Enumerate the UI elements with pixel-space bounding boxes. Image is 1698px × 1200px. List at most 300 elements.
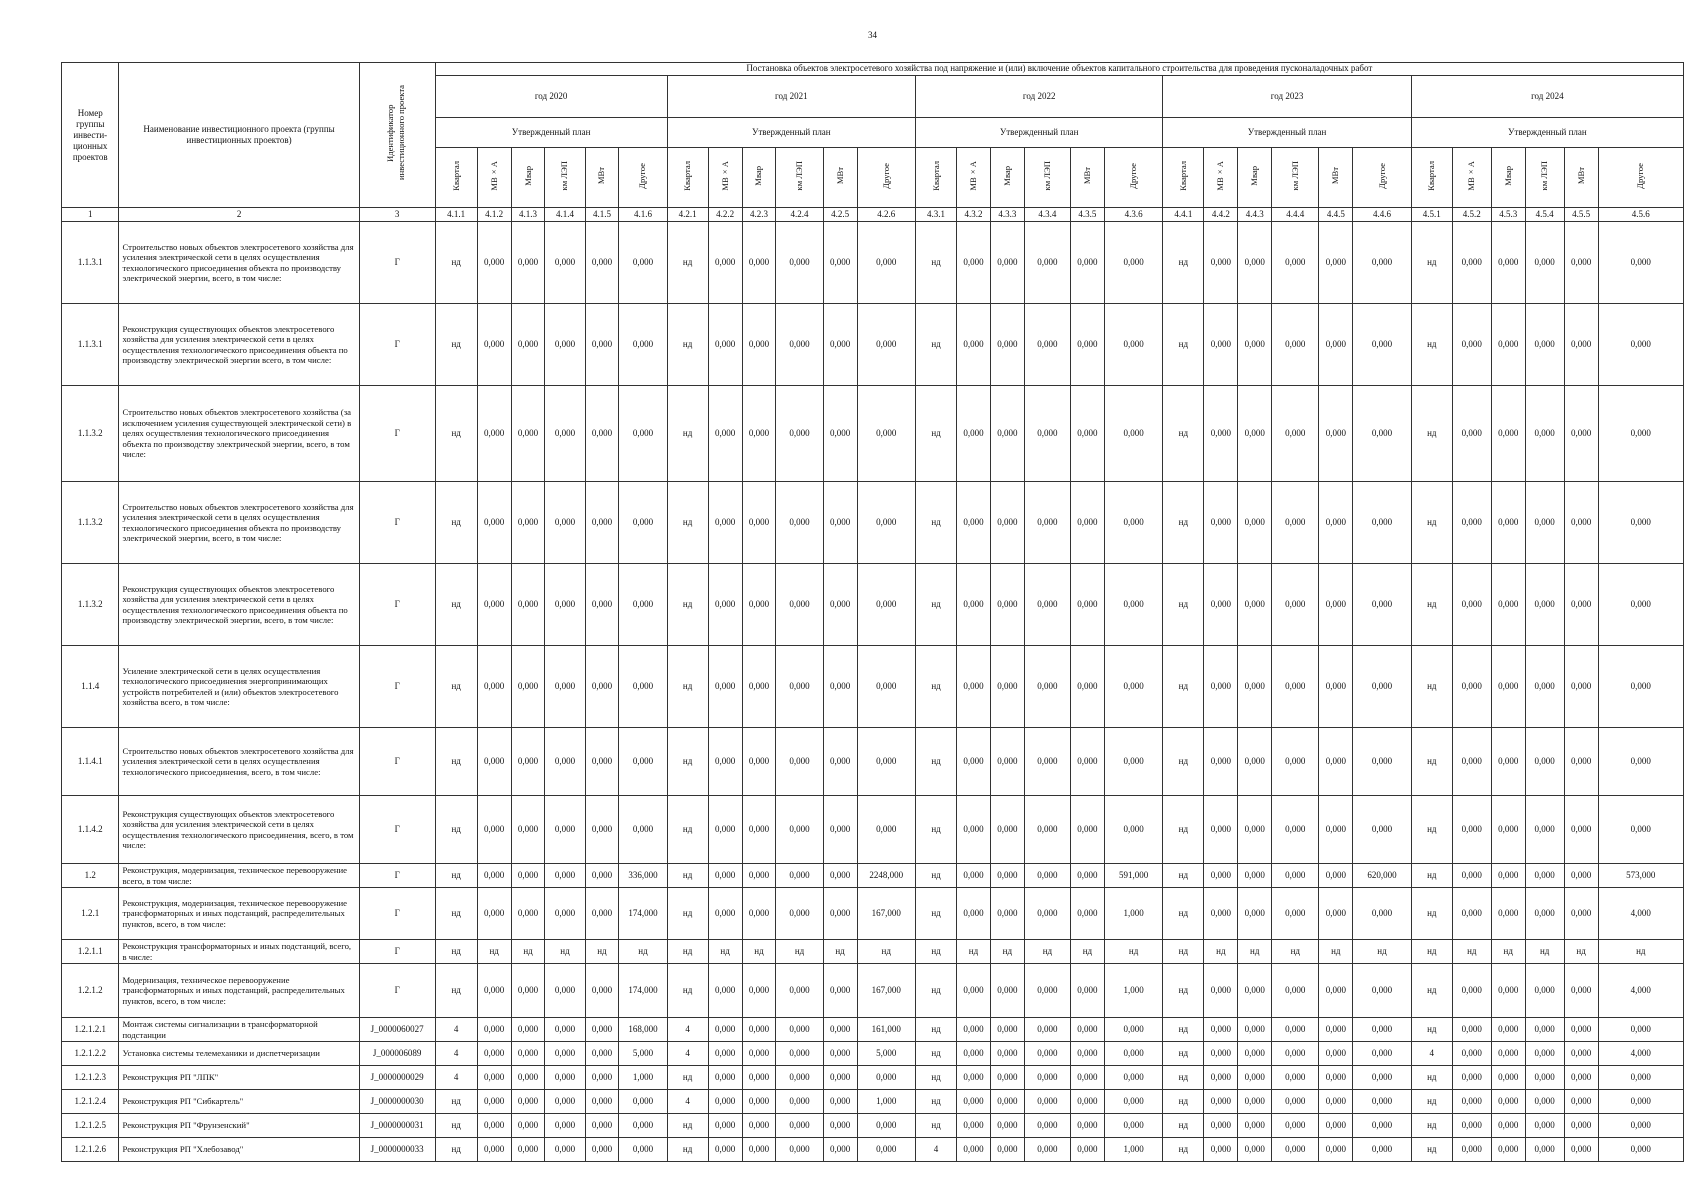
row-value: 0,000 <box>1204 1042 1238 1066</box>
row-value: нд <box>1353 940 1412 964</box>
row-value: 0,000 <box>857 796 916 864</box>
row-value: нд <box>1411 940 1452 964</box>
header-unit <box>1598 148 1683 208</box>
row-value: 0,000 <box>619 796 667 864</box>
row-value: нд <box>1104 940 1163 964</box>
row-project-name: Реконструкция РП "Фрунзенский" <box>119 1114 359 1138</box>
row-value: нд <box>1272 940 1319 964</box>
row-value: нд <box>916 864 957 888</box>
row-value: нд <box>916 482 957 564</box>
row-value: 0,000 <box>1024 1042 1070 1066</box>
row-value: 0,000 <box>1024 304 1070 386</box>
row-value: 0,000 <box>1564 1018 1598 1042</box>
row-value: 0,000 <box>585 1138 619 1162</box>
row-value: 0,000 <box>1104 564 1163 646</box>
row-value: 0,000 <box>990 1066 1024 1090</box>
row-value: 0,000 <box>1272 646 1319 728</box>
header-year-0: год 2020 <box>435 76 667 118</box>
row-value: 0,000 <box>1024 222 1070 304</box>
table-row <box>62 864 1684 888</box>
row-value: 0,000 <box>1204 796 1238 864</box>
header-unit <box>1564 148 1598 208</box>
table-row <box>62 1066 1684 1090</box>
row-value: 0,000 <box>857 222 916 304</box>
row-value: 0,000 <box>1070 888 1104 940</box>
row-value: 0,000 <box>1238 386 1272 482</box>
row-value: 0,000 <box>511 964 545 1018</box>
row-value: 0,000 <box>823 864 857 888</box>
row-value: 0,000 <box>1452 1114 1491 1138</box>
row-value: 0,000 <box>1272 482 1319 564</box>
row-value: 0,000 <box>1598 222 1683 304</box>
row-value: нд <box>667 864 708 888</box>
row-identifier: Г <box>359 964 435 1018</box>
header-unit-label: МВт <box>1330 167 1341 185</box>
table-row <box>62 304 1684 386</box>
table-row <box>62 796 1684 864</box>
row-value: 0,000 <box>477 1042 511 1066</box>
header-year-4: год 2024 <box>1411 76 1683 118</box>
row-value: 0,000 <box>742 222 776 304</box>
header-unit <box>742 148 776 208</box>
row-value: 0,000 <box>1353 728 1412 796</box>
row-value: 0,000 <box>477 964 511 1018</box>
column-code: 4.2.1 <box>667 208 708 222</box>
table-row <box>62 1138 1684 1162</box>
row-value: 0,000 <box>619 564 667 646</box>
row-value: нд <box>435 864 477 888</box>
row-value: 0,000 <box>742 888 776 940</box>
row-value: 0,000 <box>1272 864 1319 888</box>
row-value: 0,000 <box>1319 304 1353 386</box>
row-value: 0,000 <box>545 646 585 728</box>
row-value: 0,000 <box>1564 864 1598 888</box>
row-value: 0,000 <box>1564 1114 1598 1138</box>
row-value: 0,000 <box>1525 1018 1564 1042</box>
row-project-name: Реконструкция РП "Хлебозавод" <box>119 1138 359 1162</box>
row-value: 0,000 <box>477 1114 511 1138</box>
row-value: 0,000 <box>477 728 511 796</box>
row-value: 0,000 <box>1070 564 1104 646</box>
row-value: 0,000 <box>990 888 1024 940</box>
row-value: 0,000 <box>585 1066 619 1090</box>
row-value: 0,000 <box>545 222 585 304</box>
table-row <box>62 1114 1684 1138</box>
row-value: 0,000 <box>511 386 545 482</box>
row-value: 0,000 <box>857 728 916 796</box>
row-value: нд <box>1411 728 1452 796</box>
row-value: 0,000 <box>1238 1114 1272 1138</box>
row-value: 0,000 <box>1204 1138 1238 1162</box>
row-value: 0,000 <box>1564 964 1598 1018</box>
row-value: 0,000 <box>1238 888 1272 940</box>
row-value: 0,000 <box>545 888 585 940</box>
header-year-1: год 2021 <box>667 76 915 118</box>
row-value: 0,000 <box>742 1138 776 1162</box>
row-value: нд <box>667 888 708 940</box>
row-value: 0,000 <box>1353 796 1412 864</box>
row-value: 0,000 <box>1564 222 1598 304</box>
row-value: 0,000 <box>619 1138 667 1162</box>
row-value: 0,000 <box>1353 1090 1412 1114</box>
row-value: 0,000 <box>1319 728 1353 796</box>
column-code: 4.3.1 <box>916 208 957 222</box>
row-value: 0,000 <box>857 646 916 728</box>
row-value: 0,000 <box>1525 864 1564 888</box>
row-value: 0,000 <box>1024 564 1070 646</box>
row-value: 0,000 <box>776 1114 823 1138</box>
row-value: нд <box>1411 304 1452 386</box>
row-value: 0,000 <box>545 1018 585 1042</box>
row-value: нд <box>435 482 477 564</box>
row-value: 0,000 <box>1272 1090 1319 1114</box>
row-value: 0,000 <box>823 482 857 564</box>
column-code: 4.3.5 <box>1070 208 1104 222</box>
row-value: 0,000 <box>1319 1066 1353 1090</box>
row-value: 0,000 <box>1564 1066 1598 1090</box>
row-value: нд <box>667 1114 708 1138</box>
row-value: 0,000 <box>1319 564 1353 646</box>
row-value: 0,000 <box>708 646 742 728</box>
row-value: 0,000 <box>1238 1066 1272 1090</box>
row-value: 0,000 <box>1353 1066 1412 1090</box>
row-value: 174,000 <box>619 888 667 940</box>
column-code: 4.2.2 <box>708 208 742 222</box>
row-value: 0,000 <box>1272 1114 1319 1138</box>
row-value: 0,000 <box>957 646 991 728</box>
column-number: 2 <box>119 208 359 222</box>
row-value: 0,000 <box>708 864 742 888</box>
header-unit-label: Другое <box>880 162 891 189</box>
row-value: нд <box>1163 888 1204 940</box>
row-value: 0,000 <box>1525 222 1564 304</box>
row-value: нд <box>916 796 957 864</box>
row-value: 0,000 <box>1353 1138 1412 1162</box>
row-value: 0,000 <box>1070 1090 1104 1114</box>
row-value: 0,000 <box>823 796 857 864</box>
row-value: 0,000 <box>1491 1018 1525 1042</box>
row-value: 0,000 <box>1238 646 1272 728</box>
row-value: нд <box>916 1066 957 1090</box>
row-value: 0,000 <box>1104 304 1163 386</box>
row-value: 0,000 <box>1272 1018 1319 1042</box>
row-value: 0,000 <box>1070 222 1104 304</box>
row-group-number: 1.1.4 <box>62 646 119 728</box>
row-value: нд <box>857 940 916 964</box>
row-value: 0,000 <box>1452 386 1491 482</box>
row-value: 0,000 <box>1070 1138 1104 1162</box>
row-value: 0,000 <box>776 864 823 888</box>
row-value: 0,000 <box>477 1018 511 1042</box>
column-code: 4.3.3 <box>990 208 1024 222</box>
row-value: 0,000 <box>1104 482 1163 564</box>
row-value: нд <box>916 564 957 646</box>
row-value: 168,000 <box>619 1018 667 1042</box>
row-value: нд <box>435 888 477 940</box>
row-group-number: 1.2.1 <box>62 888 119 940</box>
table-row <box>62 964 1684 1018</box>
header-unit-label: км ЛЭП <box>1289 161 1300 191</box>
row-value: 0,000 <box>708 1090 742 1114</box>
row-value: 5,000 <box>857 1042 916 1066</box>
row-value: 0,000 <box>776 1138 823 1162</box>
row-value: 0,000 <box>477 646 511 728</box>
row-value: 0,000 <box>511 222 545 304</box>
row-value: 0,000 <box>742 1018 776 1042</box>
row-value: нд <box>1564 940 1598 964</box>
row-value: 0,000 <box>1491 564 1525 646</box>
row-value: 0,000 <box>708 964 742 1018</box>
row-value: нд <box>1491 940 1525 964</box>
row-value: 0,000 <box>511 482 545 564</box>
row-value: 0,000 <box>585 1042 619 1066</box>
header-unit <box>667 148 708 208</box>
row-value: 0,000 <box>1319 646 1353 728</box>
table-row <box>62 564 1684 646</box>
row-value: 0,000 <box>776 1066 823 1090</box>
row-value: нд <box>1411 864 1452 888</box>
row-value: 0,000 <box>857 482 916 564</box>
row-value: 0,000 <box>1564 386 1598 482</box>
row-value: 0,000 <box>1070 646 1104 728</box>
row-project-name: Реконструкция РП "Сибкартель" <box>119 1090 359 1114</box>
row-value: 4 <box>667 1018 708 1042</box>
row-value: 0,000 <box>957 386 991 482</box>
row-identifier: Г <box>359 482 435 564</box>
header-unit <box>1104 148 1163 208</box>
column-code: 4.2.3 <box>742 208 776 222</box>
row-value: 0,000 <box>511 1066 545 1090</box>
row-value: 0,000 <box>990 864 1024 888</box>
header-unit-label: МВ×А <box>1466 160 1477 191</box>
row-value: 0,000 <box>957 482 991 564</box>
header-unit <box>1319 148 1353 208</box>
row-value: 0,000 <box>823 304 857 386</box>
row-value: 0,000 <box>545 864 585 888</box>
row-value: 0,000 <box>511 728 545 796</box>
row-value: 0,000 <box>1525 646 1564 728</box>
row-value: нд <box>1598 940 1683 964</box>
row-value: 0,000 <box>1104 796 1163 864</box>
row-value: 0,000 <box>1104 1018 1163 1042</box>
row-value: нд <box>1163 964 1204 1018</box>
row-value: 0,000 <box>957 1138 991 1162</box>
row-value: 0,000 <box>585 1018 619 1042</box>
row-value: 0,000 <box>1104 1066 1163 1090</box>
row-value: нд <box>435 940 477 964</box>
row-value: 0,000 <box>511 1114 545 1138</box>
row-value: нд <box>667 940 708 964</box>
row-value: 2248,000 <box>857 864 916 888</box>
row-value: 0,000 <box>1598 304 1683 386</box>
column-code: 4.4.5 <box>1319 208 1353 222</box>
row-value: 0,000 <box>1452 222 1491 304</box>
row-value: 0,000 <box>857 1066 916 1090</box>
header-unit-label: Другое <box>1128 162 1139 189</box>
row-value: 0,000 <box>1525 728 1564 796</box>
row-value: 0,000 <box>1525 1042 1564 1066</box>
header-unit <box>511 148 545 208</box>
row-value: 0,000 <box>1070 482 1104 564</box>
row-value: 0,000 <box>1238 1090 1272 1114</box>
row-value: 0,000 <box>545 1090 585 1114</box>
row-value: 0,000 <box>776 1042 823 1066</box>
row-project-name: Реконструкция существующих объектов электросетевого хозяйства для усиления электрической сети в целях осуществления технологического присоединения объекта по производству электрической энергии, всего, в том числе: <box>119 564 359 646</box>
row-value: 0,000 <box>1452 728 1491 796</box>
row-value: 4,000 <box>1598 1042 1683 1066</box>
row-value: 0,000 <box>776 386 823 482</box>
row-value: 0,000 <box>1525 1090 1564 1114</box>
table-row <box>62 386 1684 482</box>
row-value: 0,000 <box>990 1138 1024 1162</box>
header-unit <box>1070 148 1104 208</box>
row-value: 0,000 <box>776 888 823 940</box>
row-value: нд <box>957 940 991 964</box>
row-value: 4 <box>435 1042 477 1066</box>
row-value: 0,000 <box>1104 1090 1163 1114</box>
row-value: 0,000 <box>1452 864 1491 888</box>
header-unit <box>585 148 619 208</box>
row-value: 0,000 <box>1353 386 1412 482</box>
table-row <box>62 1090 1684 1114</box>
row-value: 0,000 <box>1204 1090 1238 1114</box>
row-value: 0,000 <box>776 1090 823 1114</box>
row-value: 0,000 <box>708 564 742 646</box>
column-code: 4.3.4 <box>1024 208 1070 222</box>
row-value: 0,000 <box>1024 1066 1070 1090</box>
row-value: нд <box>1163 564 1204 646</box>
row-value: 5,000 <box>619 1042 667 1066</box>
row-value: нд <box>916 386 957 482</box>
row-value: 0,000 <box>1024 1138 1070 1162</box>
row-value: 0,000 <box>1353 646 1412 728</box>
row-value: нд <box>1070 940 1104 964</box>
row-value: 0,000 <box>957 304 991 386</box>
row-value: нд <box>667 222 708 304</box>
row-value: 0,000 <box>1353 564 1412 646</box>
row-value: нд <box>1411 386 1452 482</box>
row-value: нд <box>1163 796 1204 864</box>
row-value: 0,000 <box>511 1042 545 1066</box>
row-value: 0,000 <box>585 564 619 646</box>
column-code: 4.1.6 <box>619 208 667 222</box>
row-value: 0,000 <box>1024 796 1070 864</box>
row-value: 0,000 <box>1104 728 1163 796</box>
row-value: 0,000 <box>957 864 991 888</box>
row-value: 0,000 <box>1238 564 1272 646</box>
row-project-name: Установка системы телемеханики и диспетчеризации <box>119 1042 359 1066</box>
row-value: 0,000 <box>1024 864 1070 888</box>
row-value: 0,000 <box>619 304 667 386</box>
row-value: 0,000 <box>1272 1138 1319 1162</box>
row-value: 0,000 <box>1319 1018 1353 1042</box>
row-value: нд <box>667 964 708 1018</box>
table-row <box>62 888 1684 940</box>
row-value: 0,000 <box>585 386 619 482</box>
header-unit-label: Квартал <box>682 160 693 191</box>
row-value: нд <box>1411 482 1452 564</box>
row-group-number: 1.1.4.1 <box>62 728 119 796</box>
row-value: 0,000 <box>776 646 823 728</box>
row-value: 0,000 <box>776 1018 823 1042</box>
row-value: 0,000 <box>1598 1066 1683 1090</box>
row-value: 0,000 <box>1024 386 1070 482</box>
row-value: 0,000 <box>511 1138 545 1162</box>
row-identifier: J_0000000029 <box>359 1066 435 1090</box>
row-identifier: J_000006089 <box>359 1042 435 1066</box>
row-value: 0,000 <box>990 1018 1024 1042</box>
header-unit <box>477 148 511 208</box>
row-value: 0,000 <box>1598 796 1683 864</box>
row-value: 0,000 <box>545 564 585 646</box>
row-value: 0,000 <box>1491 222 1525 304</box>
row-value: 0,000 <box>776 796 823 864</box>
row-value: нд <box>1163 1138 1204 1162</box>
column-code: 4.3.2 <box>957 208 991 222</box>
row-value: нд <box>916 1090 957 1114</box>
row-group-number: 1.2.1.2.5 <box>62 1114 119 1138</box>
row-value: 0,000 <box>957 564 991 646</box>
row-value: нд <box>435 386 477 482</box>
header-project-name: Наименование инвестиционного проекта (группы инвестиционных проектов) <box>119 63 359 208</box>
row-value: нд <box>667 386 708 482</box>
row-value: 0,000 <box>1070 386 1104 482</box>
header-unit-label: Мвар <box>753 165 764 186</box>
row-value: 0,000 <box>1024 888 1070 940</box>
row-value: 0,000 <box>1204 964 1238 1018</box>
row-project-name: Реконструкция РП "ЛПК" <box>119 1066 359 1090</box>
header-identifier-text: Идентификатор инвестиционного проекта <box>385 85 407 181</box>
page-number: 34 <box>868 30 877 40</box>
row-value: 0,000 <box>511 564 545 646</box>
row-value: 0,000 <box>1204 222 1238 304</box>
row-value: 0,000 <box>511 796 545 864</box>
row-value: нд <box>1411 964 1452 1018</box>
row-value: нд <box>776 940 823 964</box>
row-value: нд <box>667 564 708 646</box>
row-value: нд <box>1163 482 1204 564</box>
row-identifier: Г <box>359 222 435 304</box>
row-value: 0,000 <box>1319 222 1353 304</box>
row-value: 0,000 <box>823 1090 857 1114</box>
row-identifier: J_0000000031 <box>359 1114 435 1138</box>
row-value: нд <box>916 304 957 386</box>
row-value: 0,000 <box>776 222 823 304</box>
row-identifier: Г <box>359 646 435 728</box>
row-value: 0,000 <box>1238 796 1272 864</box>
column-code: 4.4.1 <box>1163 208 1204 222</box>
row-value: 0,000 <box>823 222 857 304</box>
row-value: 0,000 <box>957 1066 991 1090</box>
row-value: 0,000 <box>776 964 823 1018</box>
row-value: нд <box>1411 888 1452 940</box>
row-value: нд <box>435 1138 477 1162</box>
row-value: 0,000 <box>1319 1138 1353 1162</box>
row-value: 0,000 <box>1564 1138 1598 1162</box>
column-code: 4.2.5 <box>823 208 857 222</box>
row-value: 0,000 <box>1204 1018 1238 1042</box>
row-value: 0,000 <box>1319 888 1353 940</box>
row-group-number: 1.2.1.2 <box>62 964 119 1018</box>
row-identifier: Г <box>359 728 435 796</box>
row-value: 0,000 <box>1491 964 1525 1018</box>
row-value: 0,000 <box>1319 482 1353 564</box>
header-unit-label: Мвар <box>522 165 533 186</box>
column-code: 4.4.6 <box>1353 208 1412 222</box>
header-unit <box>1452 148 1491 208</box>
row-value: 0,000 <box>957 796 991 864</box>
row-value: 0,000 <box>545 1138 585 1162</box>
